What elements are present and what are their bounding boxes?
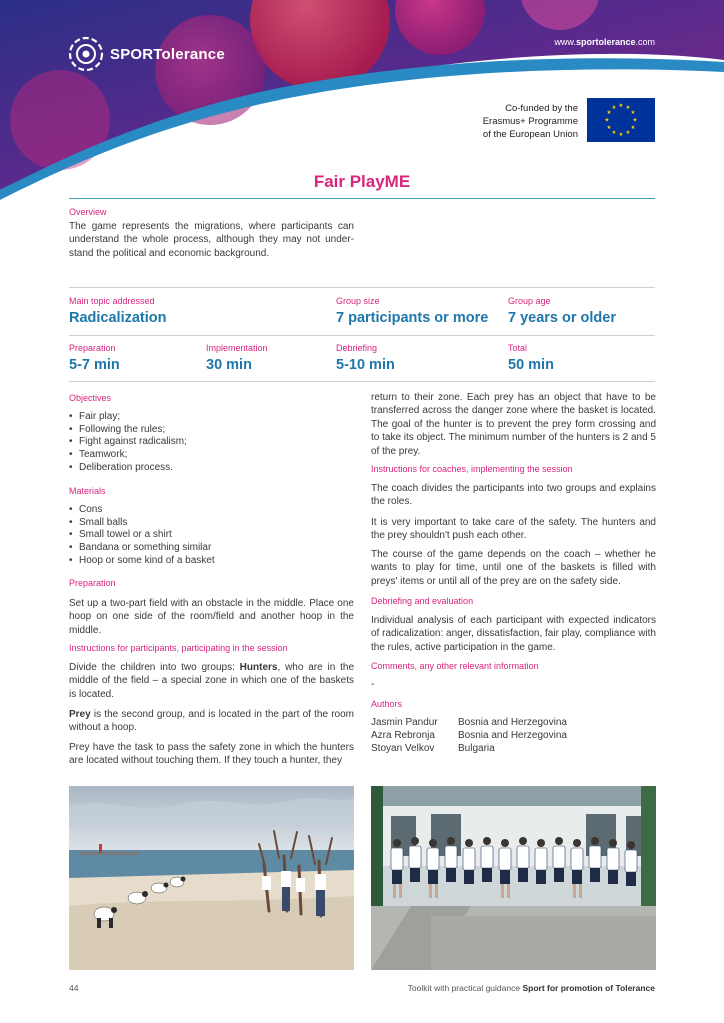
svg-text:★: ★: [606, 110, 612, 116]
eu-text-line: Co-funded by the: [505, 103, 578, 114]
preparation-label: Preparation: [69, 578, 116, 588]
eu-cofunding-text: [470, 102, 578, 141]
total-time-label: Total: [508, 343, 528, 353]
list-item: • Following the rules;: [69, 424, 354, 437]
svg-text:★: ★: [604, 117, 610, 124]
footer-text: [408, 983, 655, 993]
preparation-text: Set up a two-part field with an obstacle in the middle. Place one hoop on one side of the room/field and another hoop in the middle.: [69, 598, 354, 636]
instructions-participants-p2: [69, 708, 354, 735]
coaches-p2: It is very important to take care of the safety. The hunters and the prey shouldn't push each other.: [371, 517, 656, 542]
footer-text-title: Sport for promotion of Tolerance: [522, 983, 655, 993]
list-item: • Small balls: [69, 517, 354, 530]
page-header: [0, 0, 724, 200]
eu-flag-icon: [587, 98, 655, 142]
main-topic-value: Radicalization: [69, 310, 167, 326]
eu-cofunding-badge: [470, 98, 656, 142]
svg-text:★: ★: [625, 130, 631, 136]
svg-text:★: ★: [611, 130, 617, 136]
instructions-participants-label: Instructions for participants, participating in the session: [69, 643, 288, 653]
hunters-term: Hunters: [239, 662, 278, 673]
debriefing-time-value: 5-10 min: [336, 357, 395, 373]
svg-text:★: ★: [625, 105, 631, 111]
group-photo-image: [371, 786, 656, 970]
author-name: Stoyan Velkov: [371, 743, 435, 754]
total-time-value: 50 min: [508, 357, 554, 373]
instructions-continuation: return to their zone. Each prey has an object that have to be transferred across the danger zone where the basket is located. The goal of the hunter is to prevent the prey form crossing and to take its object. The minimum number of the hunters is 2 and 5 of the prey.: [371, 392, 656, 457]
preparation-time-label: Preparation: [69, 343, 116, 353]
beach-game-photo: [69, 786, 354, 970]
page-number: 44: [69, 983, 79, 993]
instructions-participants-p3: Prey have the task to pass the safety zone in which the hunters are located without touching them. If they touch a hunter, they: [69, 742, 354, 767]
instr-p1-end: , who are in the middle of the field – a special zone in which one of the baskets is located.: [69, 662, 355, 700]
implementation-time-value: 30 min: [206, 357, 252, 373]
objectives-label: Objectives: [69, 393, 112, 403]
implementation-time-label: Implementation: [206, 343, 268, 353]
group-age-label: Group age: [508, 296, 551, 306]
page-title: Fair PlayME: [313, 172, 411, 191]
list-item: • Fight against radicalism;: [69, 436, 354, 449]
group-size-value: 7 participants or more: [336, 310, 489, 326]
svg-text:★: ★: [618, 103, 624, 109]
footer-text-prefix: Toolkit with practical guidance: [407, 983, 523, 993]
svg-text:★: ★: [630, 125, 636, 131]
group-photo: [371, 786, 656, 970]
author-country: Bosnia and Herzegovina: [458, 717, 567, 728]
facts-top-divider: [69, 287, 655, 288]
group-size-label: Group size: [336, 296, 380, 306]
comments-label: Comments, any other relevant information: [371, 661, 539, 671]
coaches-p1: The coach divides the participants into two groups and explains the roles.: [371, 483, 656, 508]
author-name: Jasmin Pandur: [371, 717, 438, 728]
objectives-list: [69, 411, 354, 475]
list-item: • Hoop or some kind of a basket: [69, 555, 354, 568]
materials-label: Materials: [69, 486, 106, 496]
debriefing-label: Debriefing and evaluation: [371, 596, 474, 606]
site-url[interactable]: [554, 37, 655, 47]
author-row: [371, 742, 567, 755]
list-item: • Bandana or something similar: [69, 542, 354, 555]
list-item: • Deliberation process.: [69, 462, 354, 475]
list-item: • Fair play;: [69, 411, 354, 424]
group-age-value: 7 years or older: [508, 310, 616, 326]
author-name: Azra Rebronja: [371, 730, 435, 741]
facts-bottom-divider: [69, 381, 655, 382]
eu-text-line: of the European Union: [482, 129, 578, 140]
logo-text: SPORTolerance: [110, 45, 225, 63]
author-row: [371, 729, 567, 742]
overview-text: The game represents the migrations, where participants can understand the whole process, although they may not under-stand the political and economic background.: [69, 221, 354, 259]
site-url-prefix: www.: [554, 37, 576, 47]
author-country: Bosnia and Herzegovina: [458, 730, 567, 741]
instructions-participants-p1: [69, 661, 354, 701]
site-url-suffix: .com: [635, 37, 655, 47]
sportolerance-logo: [68, 36, 225, 72]
preparation-time-value: 5-7 min: [69, 357, 120, 373]
overview-label: Overview: [69, 207, 107, 217]
logo-mark-icon: [68, 36, 104, 72]
svg-text:★: ★: [606, 125, 612, 131]
debriefing-text: Individual analysis of each participant with expected indicators of radicalization: anger, dissatisfaction, fair play, compliance with the rules, active participation in the game.: [371, 615, 656, 653]
instr-p2-end: is the second group, and is located in the part of the room without a hoop.: [69, 709, 354, 734]
svg-text:★: ★: [630, 110, 636, 116]
author-row: [371, 716, 567, 729]
main-topic-label: Main topic addressed: [69, 296, 155, 306]
svg-text:★: ★: [611, 105, 617, 111]
list-item: • Teamwork;: [69, 449, 354, 462]
comments-text: -: [371, 679, 375, 690]
author-country: Bulgaria: [458, 743, 495, 754]
prey-term: Prey: [69, 709, 91, 720]
materials-list: [69, 504, 354, 568]
authors-list: [371, 716, 567, 755]
facts-middle-divider: [69, 335, 655, 336]
site-url-domain: sportolerance: [575, 37, 636, 47]
authors-label: Authors: [371, 699, 403, 709]
instr-p1-start: Divide the children into two groups:: [69, 662, 240, 673]
coaches-p3: The course of the game depends on the coach – whether he wants to play for time, until one of the baskets is filled with preys' items or until all of the prey are on the safety side.: [371, 549, 656, 587]
debriefing-time-label: Debriefing: [336, 343, 378, 353]
svg-text:★: ★: [632, 117, 638, 124]
list-item: • Cons: [69, 504, 354, 517]
list-item: • Small towel or a shirt: [69, 529, 354, 542]
instructions-coaches-label: Instructions for coaches, implementing the session: [371, 464, 573, 474]
svg-text:★: ★: [618, 132, 624, 138]
beach-photo-image: [69, 786, 354, 970]
title-divider: [69, 198, 655, 199]
eu-text-line: Erasmus+ Programme: [482, 116, 578, 127]
